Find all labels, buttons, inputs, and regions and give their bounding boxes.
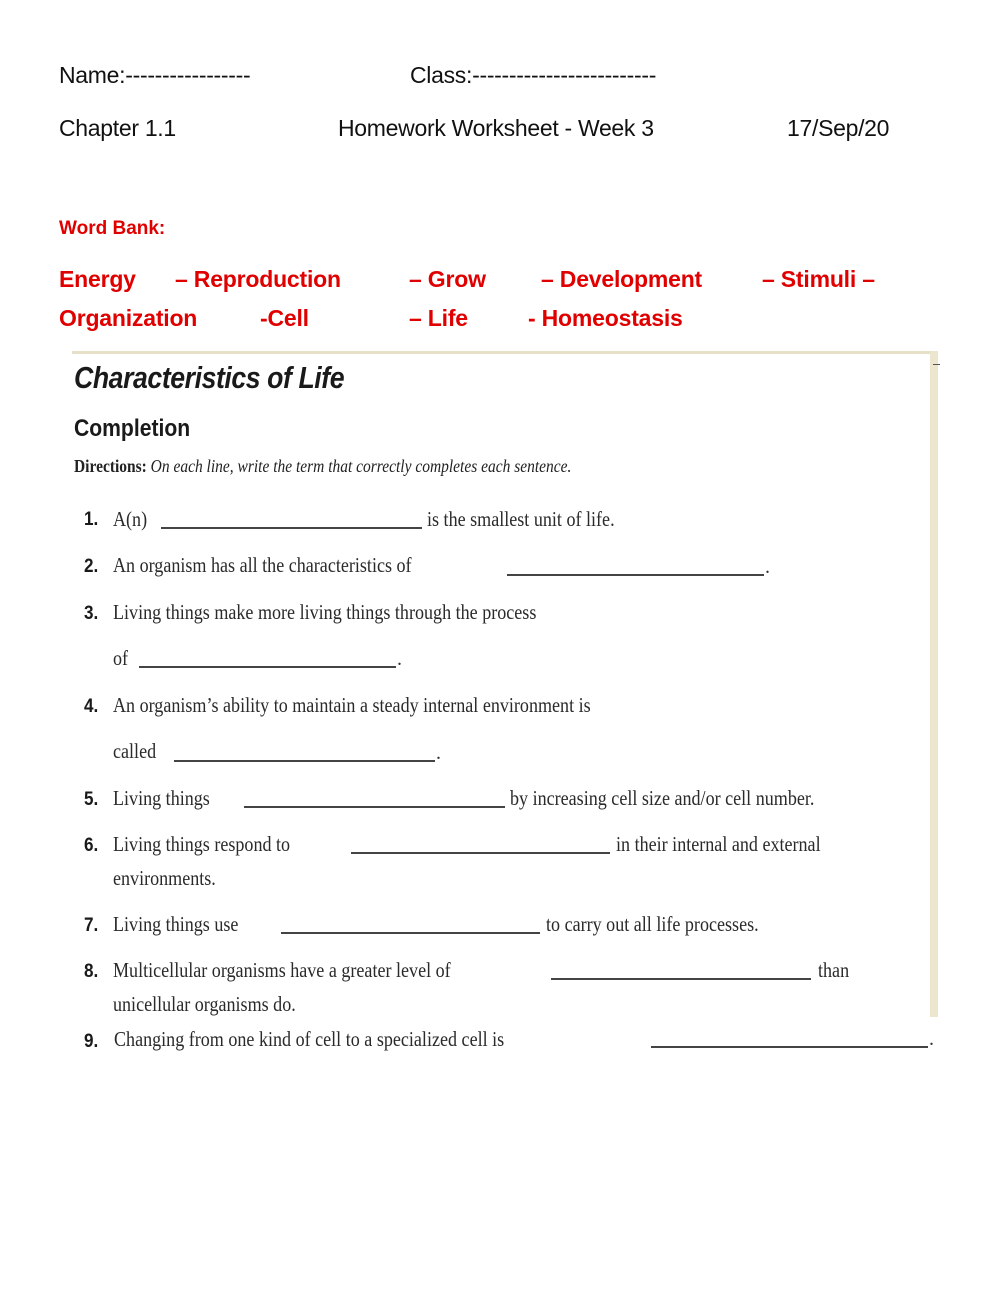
word-bank-item: – Development [541,266,703,292]
question-text: An organism’s ability to maintain a steady internal environment is [113,693,591,717]
question-number: 4. [84,696,99,717]
question-text: called [113,739,157,763]
question-text: than [818,958,850,982]
answer-blank[interactable] [244,806,505,808]
question-text: of [113,646,129,670]
question-text: . [436,742,441,764]
question-text: An organism has all the characteristics of [113,553,412,577]
question-number: 2. [84,556,99,577]
question-number: 8. [84,961,99,982]
frame-tick-mark [933,364,940,365]
word-bank-item: - Homeostasis [528,305,683,331]
question-number: 1. [84,509,99,530]
question-text: Living things [113,786,210,810]
answer-blank[interactable] [551,978,811,980]
answer-blank[interactable] [281,932,540,934]
word-bank-item: – Stimuli – [762,266,875,292]
word-bank-label: Word Bank: [59,218,166,239]
answer-blank[interactable] [174,760,435,762]
word-bank-item: Energy [59,266,136,292]
question-number: 5. [84,789,99,810]
worksheet-heading: Characteristics of Life [74,360,345,395]
question-text: environments. [113,866,216,890]
answer-blank[interactable] [139,666,396,668]
question-text: . [765,556,770,578]
word-bank-item: – Reproduction [175,266,341,292]
word-bank-item: – Life [409,305,468,331]
worksheet-frame-top-border [72,351,938,354]
question-text: is the smallest unit of life. [427,507,615,531]
question-text: Living things make more living things through the process [113,600,537,624]
question-number: 7. [84,915,99,936]
question-text: A(n) [113,507,148,531]
class-field-label: Class:------------------------- [410,62,657,88]
section-heading: Completion [74,415,191,442]
answer-blank[interactable] [351,852,610,854]
directions-text: On each line, write the term that correctly completes each sentence. [150,456,572,476]
answer-blank[interactable] [161,527,422,529]
question-number: 3. [84,603,99,624]
date-label: 17/Sep/20 [787,115,890,141]
question-number: 6. [84,835,99,856]
question-text: in their internal and external [616,832,821,856]
answer-blank[interactable] [507,574,764,576]
question-text: . [397,648,402,670]
answer-blank[interactable] [651,1046,928,1048]
name-field-label: Name:----------------- [59,62,251,88]
chapter-label: Chapter 1.1 [59,115,176,141]
question-text: . [929,1028,934,1050]
directions-label: Directions: [74,456,147,476]
question-text: to carry out all life processes. [546,912,759,936]
question-text: Multicellular organisms have a greater level of [113,958,451,982]
question-text: unicellular organisms do. [113,992,296,1016]
worksheet-frame-right-border [930,351,938,1017]
directions [74,456,571,477]
question-text: Changing from one kind of cell to a specialized cell is [114,1027,505,1051]
word-bank-item: – Grow [409,266,486,292]
worksheet-title: Homework Worksheet - Week 3 [338,115,654,141]
question-text: by increasing cell size and/or cell number. [510,786,815,810]
word-bank-item: -Cell [260,305,309,331]
question-text: Living things respond to [113,832,291,856]
word-bank-item: Organization [59,305,198,331]
question-number: 9. [84,1031,99,1052]
question-text: Living things use [113,912,239,936]
